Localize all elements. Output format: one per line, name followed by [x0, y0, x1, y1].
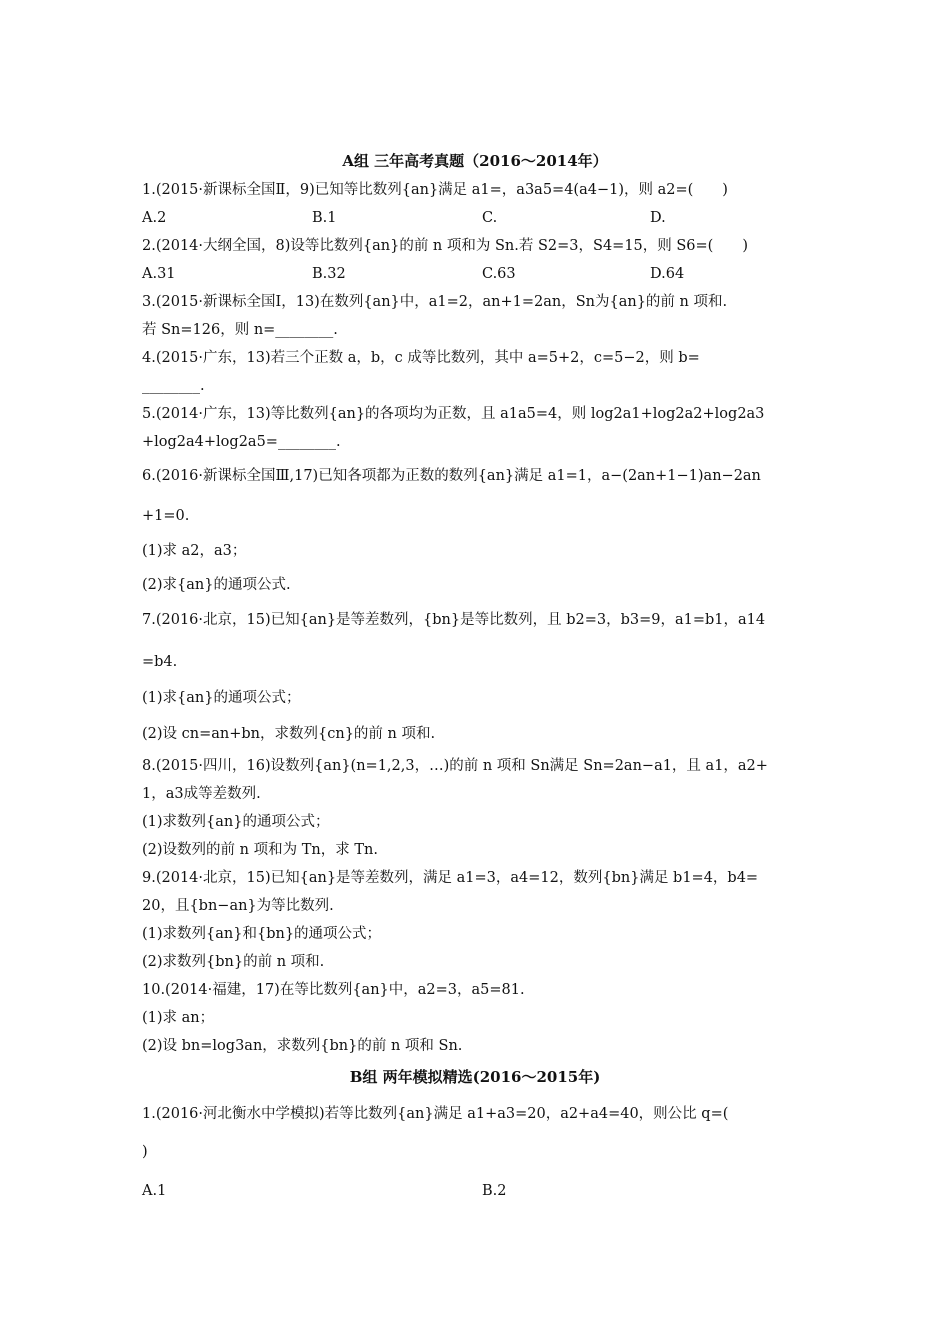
question-6-part-1: (1)求 a2，a3；	[142, 543, 247, 559]
question-4-text: 4.(2015·广东，13)若三个正数 a，b，c 成等比数列，其中 a=5+2，c=5−2，则 b=	[142, 350, 700, 366]
question-5-text: 5.(2014·广东，13)等比数列{an}的各项均为正数，且 a1a5=4，则 log2a1+log2a2+log2a3	[142, 406, 765, 422]
question-6-text-cont: +1=0.	[142, 508, 190, 524]
question-7-part-2: (2)设 cn=an+bn，求数列{cn}的前 n 项和.	[142, 726, 436, 742]
q1-option-d: D.	[650, 210, 666, 226]
question-7-text: 7.(2016·北京，15)已知{an}是等差数列，{bn}是等比数列，且 b2=3，b3=9，a1=b1，a14	[142, 612, 766, 628]
section-b-title: B组 两年模拟精选(2016～2015年)	[349, 1068, 601, 1086]
q1-option-b: B.1	[312, 210, 337, 226]
question-4-text-cont: ________.	[142, 378, 205, 394]
question-3-text: 3.(2015·新课标全国Ⅰ，13)在数列{an}中，a1=2，an+1=2an，Sn为{an}的前 n 项和.	[142, 294, 728, 310]
question-9-part-2: (2)求数列{bn}的前 n 项和.	[142, 954, 325, 970]
question-9-text-cont: 20，且{bn−an}为等比数列.	[142, 898, 334, 914]
question-6-text: 6.(2016·新课标全国Ⅲ,17)已知各项都为正数的数列{an}满足 a1=1，a−(2an+1−1)an−2an	[142, 468, 761, 484]
section-b-question-1-text-cont: )	[142, 1144, 148, 1160]
question-8-part-1: (1)求数列{an}的通项公式；	[142, 814, 330, 830]
question-3-text-cont: 若 Sn=126，则 n=________.	[142, 322, 338, 338]
question-8-text-cont: 1，a3成等差数列.	[142, 786, 261, 802]
q2-option-c: C.63	[482, 266, 516, 282]
section-b-q1-option-b: B.2	[482, 1183, 507, 1199]
question-9-part-1: (1)求数列{an}和{bn}的通项公式；	[142, 926, 382, 942]
section-b-q1-option-a: A.1	[142, 1183, 167, 1199]
question-10-part-1: (1)求 an；	[142, 1010, 215, 1026]
question-5-text-cont: +log2a4+log2a5=________.	[142, 434, 341, 450]
question-8-text: 8.(2015·四川，16)设数列{an}(n=1,2,3，…)的前 n 项和 Sn满足 Sn=2an−a1，且 a1，a2+	[142, 758, 768, 774]
q2-option-d: D.64	[650, 266, 685, 282]
question-10-part-2: (2)设 bn=log3an，求数列{bn}的前 n 项和 Sn.	[142, 1038, 463, 1054]
question-8-part-2: (2)设数列的前 n 项和为 Tn，求 Tn.	[142, 842, 378, 858]
q1-option-a: A.2	[142, 210, 167, 226]
section-a-title: A组 三年高考真题（2016～2014年）	[342, 152, 608, 170]
question-9-text: 9.(2014·北京，15)已知{an}是等差数列，满足 a1=3，a4=12，数列{bn}满足 b1=4，b4=	[142, 870, 759, 886]
q2-option-a: A.31	[142, 266, 176, 282]
question-7-text-cont: =b4.	[142, 654, 178, 670]
question-2-text: 2.(2014·大纲全国，8)设等比数列{an}的前 n 项和为 Sn.若 S2=3，S4=15，则 S6=( )	[142, 238, 748, 254]
question-10-text: 10.(2014·福建，17)在等比数列{an}中，a2=3，a5=81.	[142, 982, 525, 998]
section-b-question-1-text: 1.(2016·河北衡水中学模拟)若等比数列{an}满足 a1+a3=20，a2+a4=40，则公比 q=(	[142, 1106, 729, 1122]
q1-option-c: C.	[482, 210, 498, 226]
question-6-part-2: (2)求{an}的通项公式.	[142, 577, 291, 593]
q2-option-b: B.32	[312, 266, 346, 282]
question-7-part-1: (1)求{an}的通项公式；	[142, 690, 301, 706]
question-1-text: 1.(2015·新课标全国Ⅱ，9)已知等比数列{an}满足 a1=，a3a5=4(a4−1)，则 a2=( )	[142, 182, 728, 198]
